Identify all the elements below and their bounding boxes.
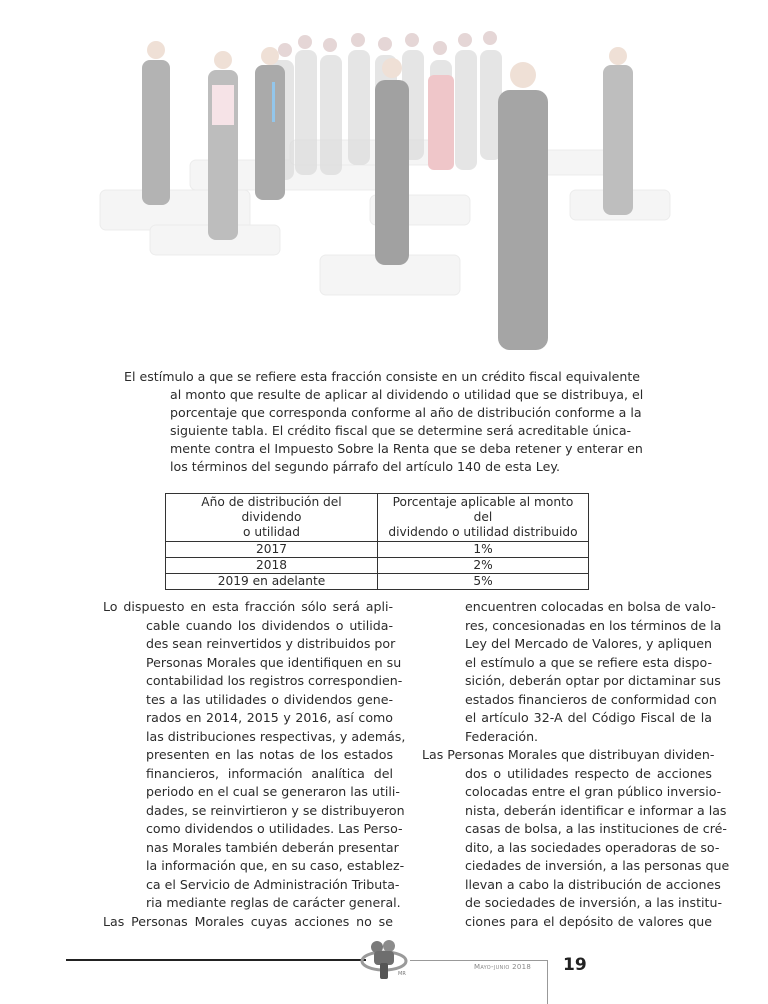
text-line: periodo en el cual se generaron las utili- [146,784,400,799]
paragraph-2-start: Las Personas Morales cuyas acciones no se [103,913,393,929]
text-line: nas Morales también deberán presentar [146,839,399,855]
footer-divider [547,960,548,1004]
text-line: sición, deberán optar por dictaminar sus [465,673,721,688]
table-row [166,558,589,574]
text-line: casas de bolsa, a las instituciones de cré- [465,821,727,836]
table-row [166,574,589,590]
text-line: nista, deberán identificar e informar a las [465,802,727,818]
intro-paragraph [124,368,644,476]
percentage-table [165,493,589,590]
text-line: Lo dispuesto en esta fracción sólo será apli- [103,599,393,614]
issue-date: Mayo-junio 2018 [474,963,532,971]
text-line: ca el Servicio de Administración Tributa- [146,876,400,892]
page-number: 19 [563,955,587,975]
footer-rule-thin [410,960,547,961]
text-line: como dividendos o utilidades. Las Perso- [146,821,403,836]
table-row [166,542,589,558]
text-line: cable cuando los dividendos o utilida- [146,617,393,633]
cell-year: 2018 [166,558,378,574]
text-line: dades, se reinvirtieron y se distribuyeron [146,802,405,818]
business-people-puzzle-illustration [90,20,680,360]
text-line: rados en 2014, 2015 y 2016, así como [146,710,393,725]
intro-line: porcentaje que corresponda conforme al año de distribución conforme a la [170,405,642,420]
text-line: Las Personas Morales que distribuyan dividen- [422,747,715,762]
svg-text:MR: MR [398,971,406,977]
text-line: de sociedades de inversión, a las institu- [465,895,723,910]
text-line: el artículo 32-A del Código Fiscal de la [465,710,712,725]
table-header-row [166,494,589,542]
hero-image [90,20,680,360]
header-percentage [377,494,588,542]
text-line: dos o utilidades respecto de acciones [465,765,712,781]
text-line: tes a las utilidades o dividendos gene- [146,691,393,707]
text-line: financieros, información analítica del [146,765,393,781]
left-column [103,598,406,931]
text-line: la información que, en su caso, establez- [146,858,405,873]
text-line: Personas Morales que identifiquen en su [146,654,402,670]
text-line: Federación. [465,728,539,744]
header-percentage-line2: dividendo o utilidad distribuido [388,525,578,539]
header-percentage-line1: Porcentaje aplicable al monto del [392,495,574,524]
header-year-line1: Año de distribución del dividendo [201,495,342,524]
paragraph-3 [422,746,730,931]
intro-line: El estímulo a que se refiere esta fracción consiste en un crédito fiscal equivalente [124,369,641,384]
text-line: encuentren colocadas en bolsa de valo- [465,599,716,614]
intro-line: los términos del segundo párrafo del artículo 140 de esta Ley. [170,459,560,474]
cell-percentage: 5% [377,574,588,590]
footer-rule-thick [66,959,366,961]
header-year [166,494,378,542]
right-column [422,598,730,931]
paragraph-1 [103,598,406,913]
intro-line: mente contra el Impuesto Sobre la Renta que se deba retener y enterar en [170,441,643,456]
text-line: las distribuciones respectivas, y además, [146,728,406,744]
text-line: estados financieros de conformidad con [465,691,717,707]
text-line: dito, a las sociedades operadoras de so- [465,839,720,855]
text-line: ciones para el depósito de valores que [465,913,712,929]
text-line: ciedades de inversión, a las personas que [465,858,730,873]
text-line: presenten en las notas de los estados [146,747,393,762]
text-line: el estímulo a que se refiere esta dispo- [465,654,712,670]
text-line: colocadas entre el gran público inversio- [465,784,722,799]
text-line: contabilidad los registros correspondien- [146,673,403,688]
cell-percentage: 2% [377,558,588,574]
publication-logo-icon [360,937,412,981]
intro-line: al monto que resulte de aplicar al dividendo o utilidad que se distribuya, el [170,387,644,402]
text-line: Ley del Mercado de Valores, y apliquen [465,636,712,651]
text-line: llevan a cabo la distribución de acciones [465,876,721,892]
header-year-line2: o utilidad [243,525,300,539]
intro-line: siguiente tabla. El crédito fiscal que se determine será acreditable única- [170,423,632,438]
cell-year: 2019 en adelante [166,574,378,590]
cell-year: 2017 [166,542,378,558]
text-line: res, concesionadas en los términos de la [465,617,722,633]
paragraph-2-continued [422,598,722,746]
text-line: des sean reinvertidos y distribuidos por [146,636,396,651]
text-line: ria mediante reglas de carácter general. [146,895,401,910]
cell-percentage: 1% [377,542,588,558]
